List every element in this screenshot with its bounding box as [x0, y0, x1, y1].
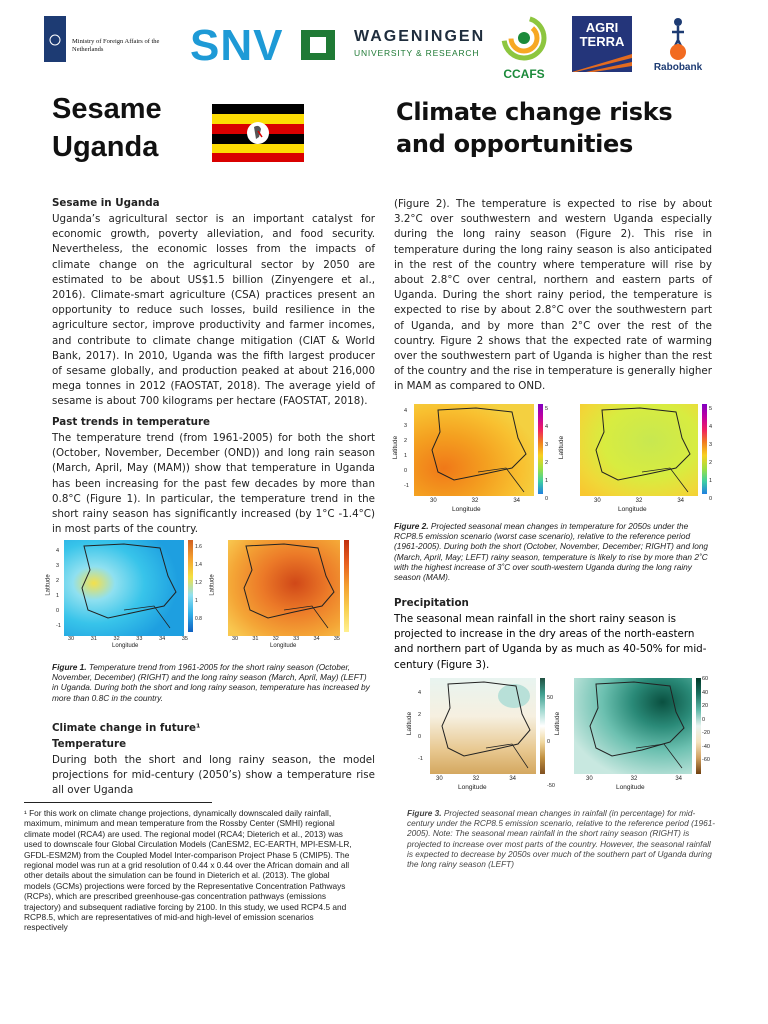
wur-subtitle: UNIVERSITY & RESEARCH — [354, 48, 480, 58]
section-precipitation-title: Precipitation — [394, 597, 469, 609]
fig1-left-xticks — [68, 636, 188, 642]
fig1-left-yticks — [56, 544, 61, 634]
fig3-left-colorbar — [540, 678, 545, 774]
fig2-xtick: 34 — [513, 498, 520, 504]
fig1-xtick: 30 — [68, 636, 75, 642]
title-line-1: Sesame — [52, 93, 162, 125]
logo-rabobank — [648, 16, 708, 76]
footnote: ¹ For this work on climate change projections, dynamically downscaled daily rainfall, maximum, minimum and mean temperature from the Rossby Center (SMHI) regional climate model (RCA4) are used. The regional model (RCA4; Dieterich et al., 2013) was used to downscale four Global Circulation Models (CanESM2, EC-EARTH, MPI-ESM-LR, GFDL-ESM2M) from the Coupled Model Inter-comparison Project Phase 5 (CMIP5). The regional model was run at a grid resolution of 0.44 x 0.44 over the African domain and all other details about the simulation can be found in Dieterich et al. (2013). The global models (GCMs) projections were forced by the Representative Concentration Pathways (RCPs), which are prescribed greenhouse-gas concentration pathways (emissions trajectory) and subsequent radiative forcing by 2100. In this study, we used RCP4.5 and RCP8.5, which are representatives of mid-and high-level of emission scenarios respectively — [24, 808, 352, 933]
section-temperature-subtitle: Temperature — [52, 738, 127, 750]
fig2-xtick: 34 — [677, 498, 684, 504]
fig2-left-map — [414, 404, 534, 496]
fig3-left-yticks — [418, 682, 423, 770]
figure-3 — [402, 674, 722, 796]
fig3-right-xticks — [586, 776, 682, 782]
fig2-scale-label: 3 — [709, 442, 713, 448]
fig1-xtick: 31 — [90, 636, 97, 642]
fig3-xtick: 32 — [630, 776, 638, 782]
fig3-scale-label: 40 — [702, 689, 709, 696]
section-precipitation-text: The seasonal mean rainfall in the short rainy season is projected to increase in the dry areas of the north-eastern and northern part of Uganda by as much as 40-50% for mid-century (Figure 3). — [394, 613, 707, 671]
fig2-ytick: -1 — [404, 483, 409, 489]
fig3-ytick: 0 — [418, 734, 422, 740]
fig2-xtick: 32 — [635, 498, 643, 504]
ministry-name: Ministry of Foreign Affairs of the Netherlands — [72, 38, 160, 53]
fig1-xtick: 34 — [159, 636, 166, 642]
fig1-left-colorbar — [188, 540, 193, 632]
fig1-left-scale-label: 1.2 — [195, 580, 202, 586]
fig1-right-map — [228, 540, 340, 636]
fig1-left-scale-label: 1.6 — [195, 544, 202, 550]
agriterra-line2: TERRA — [579, 34, 625, 49]
fig3-left-map — [430, 678, 536, 774]
page-title — [52, 90, 162, 166]
rabobank-figure-icon — [664, 16, 692, 60]
fig3-left-ylabel: Latitude — [406, 711, 414, 736]
fig1-left-scale-label: 0.8 — [195, 616, 202, 622]
fig1-xtick: 33 — [136, 636, 143, 642]
fig2-ytick: 2 — [404, 438, 408, 444]
fig3-scale-label: -20 — [702, 730, 710, 736]
fig1-ytick: 2 — [56, 578, 60, 584]
fig2-scale-label: 1 — [709, 478, 713, 484]
fig1-left-ylabel: Latitude — [45, 574, 52, 596]
fig1-xtick: 30 — [232, 636, 239, 642]
fig1-right-colorbar — [344, 540, 349, 632]
section-sesame-title: Sesame in Uganda — [52, 197, 160, 209]
fig3-ytick: -1 — [418, 756, 423, 762]
fig2-scale-label: 1 — [545, 478, 549, 484]
fig3-scale-label: 0 — [702, 716, 706, 723]
fig3-scale-label: -50 — [547, 783, 555, 789]
fig3-right-map — [574, 678, 692, 774]
section-future-title: Climate change in future¹ — [52, 722, 201, 734]
fig1-left-scale-label: 1 — [195, 598, 198, 604]
fig3-ytick: 4 — [418, 690, 422, 696]
fig3-left-xticks — [436, 776, 516, 782]
fig3-scale-label: 50 — [547, 695, 554, 701]
fig2-ytick: 4 — [404, 408, 408, 414]
snv-logo-text: SNV — [190, 21, 284, 70]
fig2-ytick: 0 — [404, 468, 408, 474]
fig1-xtick: 34 — [313, 636, 320, 642]
fig1-right-xticks — [232, 636, 340, 642]
fig3-left-xlabel: Longitude — [458, 784, 487, 791]
fig3-left-scale — [547, 676, 555, 808]
uganda-flag — [212, 104, 304, 162]
section-sesame-text: Uganda’s agricultural sector is an important catalyst for economic growth, poverty alleviation, and food security. Nevertheless, the economic losses from the impacts of climate change on the agricultural sector by 2050 are estimated to be about US$1.5 billion (Zinyengere et al., 2016). Climate-smart agriculture (CSA) practices present an opportunity to reduce such losses, build resilience in the agriculture sector, improve productivity and farmer incomes, and contribute to climate change mitigation (CIAT & World Bank, 2017). In 2010, Uganda was the fifth largest producer of sesame globally, and production peaked at about 216,000 mega tonnes in 2012 (FAOSTAT, 2018). The average yield of sesame is about 700 kilograms per hectare (FAOSTAT, 2018). — [52, 213, 375, 408]
figure-2-caption-text: Projected seasonal mean changes in temperature for 2050s under the RCP8.5 emission scenario (worst case scenario), relative to the reference period (1961-2005). During both the short (October, November, December; RIGHT) and long (March, April, May; LEFT) rainy season, temperature is likely to rise by more than 2˚C with the highest increase of 3˚C over south-western Uganda during the long rainy season (MAM). — [394, 521, 709, 583]
fig3-xtick: 32 — [472, 776, 480, 782]
fig2-scale-label: 4 — [709, 424, 713, 430]
fig2-scale-label: 5 — [545, 406, 549, 412]
fig2-scale-label: 3 — [545, 442, 549, 448]
fig2-xtick: 30 — [430, 498, 437, 504]
fig3-right-xlabel: Longitude — [616, 784, 645, 791]
ccafs-swirl-icon — [496, 14, 552, 62]
wur-shield-icon — [300, 28, 336, 62]
fig2-left-yticks — [404, 404, 409, 494]
figure-1 — [45, 536, 352, 654]
figure-2-caption-label: Figure 2. — [394, 521, 429, 531]
logo-agriterra — [572, 16, 632, 72]
figure-3-caption-text: Projected seasonal mean changes in rainfall (in percentage) for mid-century under the RCP8.5 emission scenario, relative to the reference period (1961-2005). Note: The seasonal mean rainfall in the short rainy season (RIGHT) is projected to increase over most parts of the country. However, the seasonal rainfall is expected to decrease by 2050s over much of the southern part of Uganda during the long rainy season (LEFT) — [407, 808, 716, 870]
fig2-scale-label: 2 — [545, 460, 549, 466]
fig2-ytick: 1 — [404, 453, 408, 459]
fig1-right-xlabel: Longitude — [270, 643, 297, 649]
headline-line-1: Climate change risks — [396, 98, 673, 126]
figure-1-caption-label: Figure 1. — [52, 662, 87, 672]
logo-ccafs — [496, 14, 552, 81]
fig1-left-scale-label: 1.4 — [195, 562, 202, 568]
fig2-right-scale — [709, 400, 712, 508]
section-past-trends-text: The temperature trend (from 1961-2005) for both the short (October, November, December (OND)) and long rain season (March, April, May (MAM)) show that temperature in Uganda has been increasing for the past few decades by more than 0.8°C (Figure 1). In particular, the temperature trend in the short rainy season has significantly increased (by 1°C -1.4°C) in most parts of the country. — [52, 432, 375, 536]
agriterra-field-icon — [572, 50, 632, 72]
fig1-xtick: 32 — [272, 636, 279, 642]
fig2-scale-label: 4 — [545, 424, 549, 430]
fig1-xtick: 33 — [293, 636, 300, 642]
figure-1-caption — [52, 662, 374, 703]
fig1-ytick: -1 — [56, 623, 61, 629]
fig3-xtick: 34 — [509, 776, 516, 782]
title-line-2: Uganda — [52, 131, 159, 163]
fig1-right-ylabel: Latitude — [209, 574, 216, 596]
logo-wageningen — [300, 28, 486, 62]
fig2-right-xticks — [594, 498, 684, 504]
fig2-scale-label: 2 — [709, 460, 713, 466]
fig3-right-ylabel: Latitude — [554, 711, 562, 736]
headline-line-2: and opportunities — [396, 130, 634, 158]
figure-3-caption — [407, 808, 717, 869]
fig2-left-colorbar — [538, 404, 543, 494]
fig3-xtick: 34 — [675, 776, 682, 782]
figure-1-caption-text: Temperature trend from 1961-2005 for the short rainy season (October, November, December) (RIGHT) and the long rainy season (March, April, May) (LEFT) in Uganda. During both the short and long rainy season, temperature has increased by more than 0.8C in the country. — [52, 662, 370, 703]
fig3-right-scale — [702, 673, 710, 768]
fig2-ytick: 3 — [404, 423, 408, 429]
fig2-left-xlabel: Longitude — [452, 506, 481, 513]
figure-2-caption — [394, 521, 712, 582]
section-temperature-text: During both the short and long rainy season, the model projections for mid-century (2050’s) show a temperature rise all over Uganda — [52, 754, 375, 797]
rabobank-text: Rabobank — [653, 62, 703, 73]
fig1-xtick: 35 — [333, 636, 340, 642]
fig1-left-scale — [195, 538, 202, 628]
fig2-right-ylabel: Latitude — [558, 435, 566, 460]
fig3-scale-label: 20 — [702, 703, 709, 709]
fig3-xtick: 30 — [586, 776, 593, 782]
fig3-xtick: 30 — [436, 776, 443, 782]
fig2-scale-label: 5 — [709, 406, 713, 412]
fig1-left-xlabel: Longitude — [112, 643, 139, 649]
fig3-right-colorbar — [696, 678, 701, 774]
fig1-ytick: 3 — [56, 563, 60, 569]
wur-title: WAGENINGEN — [354, 28, 486, 45]
fig1-xtick: 32 — [113, 636, 120, 642]
fig3-scale-label: -40 — [702, 743, 710, 750]
fig2-left-scale — [545, 400, 548, 508]
fig3-scale-label: 60 — [702, 676, 709, 682]
fig2-right-colorbar — [702, 404, 707, 494]
fig1-ytick: 4 — [56, 548, 60, 554]
figure-2 — [394, 400, 724, 518]
fig1-ytick: 1 — [56, 593, 60, 599]
section-past-trends-title: Past trends in temperature — [52, 416, 211, 428]
logo-ministry — [44, 16, 176, 62]
agriterra-line1: AGRI — [585, 20, 619, 35]
fig1-left-map — [64, 540, 184, 636]
fig1-xtick: 31 — [252, 636, 259, 642]
logo-snv — [190, 22, 282, 70]
fig2-left-ylabel: Latitude — [392, 435, 400, 460]
fig3-scale-label: 0 — [547, 739, 551, 745]
ccafs-text: CCAFS — [503, 67, 545, 81]
footnote-divider — [24, 802, 212, 803]
fig3-scale-label: -60 — [702, 757, 710, 763]
fig1-ytick: 0 — [56, 608, 60, 614]
fig2-left-xticks — [430, 498, 520, 504]
fig2-right-map — [580, 404, 698, 496]
headline — [396, 96, 672, 160]
fig3-ytick: 2 — [418, 712, 422, 718]
fig2-xtick: 32 — [471, 498, 479, 504]
crest-icon — [47, 34, 63, 46]
fig2-scale-label: 0 — [545, 496, 549, 502]
fig2-right-xlabel: Longitude — [618, 506, 647, 513]
right-temperature-text: (Figure 2). The temperature is expected to rise by about 3.2°C over southwestern and western Uganda especially during the long rainy season (Figure 2). This rise in temperature during the long rainy season is also anticipated in the rest of the country where temperature will rise by about 2.8°C over central, northern and eastern parts of Uganda. During the short rainy period, the temperature is expected to rise by about 2.8°C over the southwestern part of Uganda, and by more than 2°C over the rest of the country. Figure 2 shows that the expected rate of warming over the southwestern part of Uganda is higher than the rest of the country and the rise in temperature is generally higher in MAM as compared to OND. — [394, 198, 712, 393]
fig1-xtick: 35 — [181, 636, 188, 642]
fig2-scale-label: 0 — [709, 496, 713, 502]
fig2-xtick: 30 — [594, 498, 601, 504]
figure-3-caption-label: Figure 3. — [407, 808, 442, 818]
